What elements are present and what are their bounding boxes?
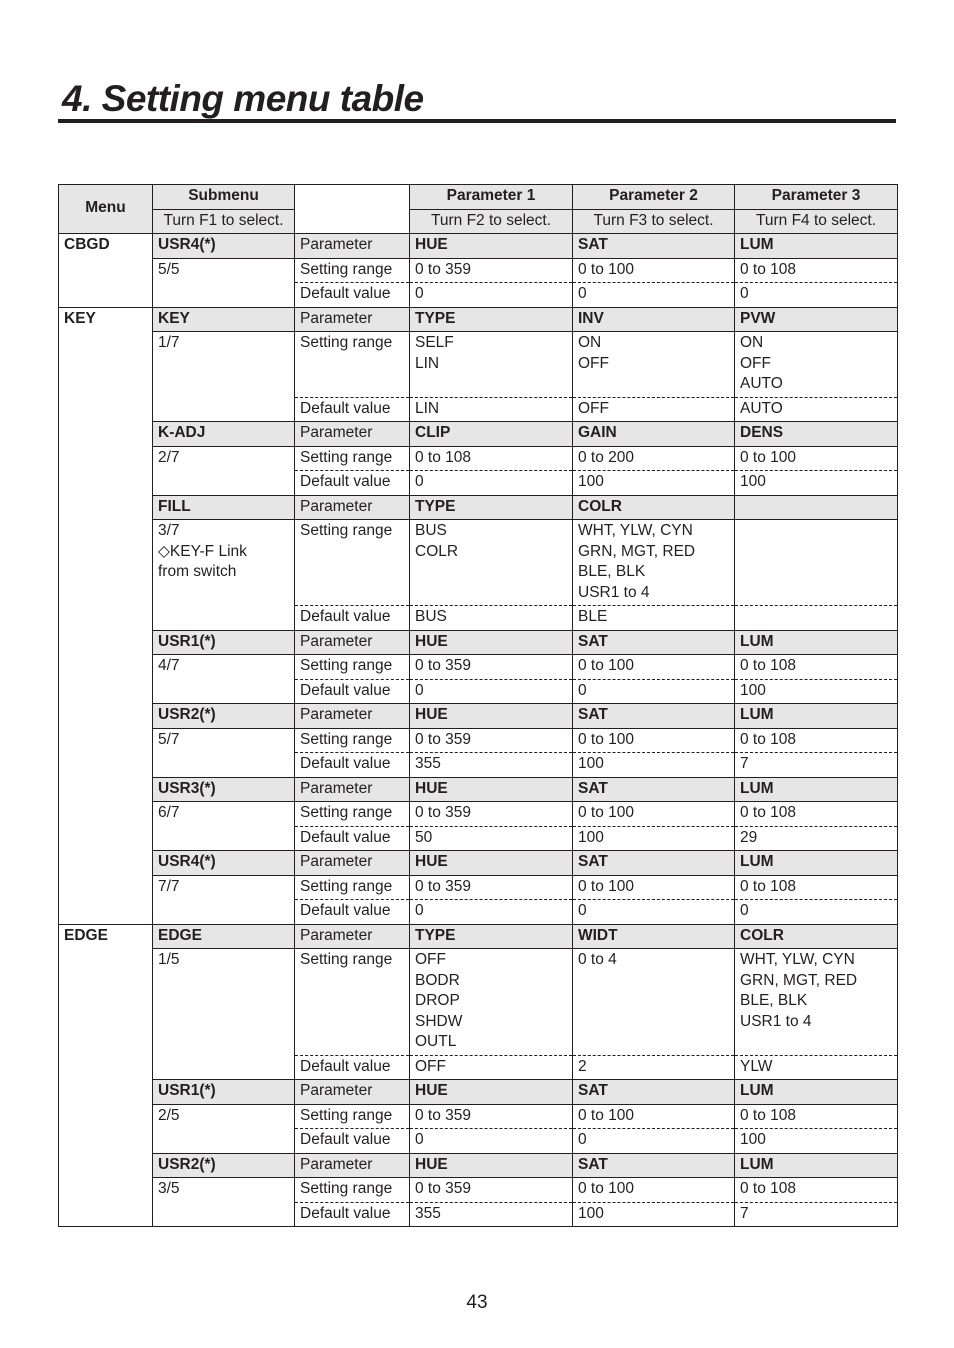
header-param3-hint: Turn F4 to select. xyxy=(735,209,898,234)
setting-range-row xyxy=(59,258,898,283)
parameter-name: SAT xyxy=(573,630,735,655)
setting-range-value: 0 to 359 xyxy=(410,655,573,680)
parameter-name: LUM xyxy=(735,1080,898,1105)
default-value: 100 xyxy=(573,826,735,851)
default-value: 100 xyxy=(573,471,735,496)
setting-range-value: BUS COLR xyxy=(410,520,573,606)
parameter-name: LUM xyxy=(735,777,898,802)
default-value-label: Default value xyxy=(295,1202,410,1227)
header-row xyxy=(59,185,898,210)
submenu-number-cell xyxy=(153,1178,295,1227)
setting-range-label: Setting range xyxy=(295,520,410,606)
default-value: 100 xyxy=(735,471,898,496)
parameter-name: CLIP xyxy=(410,422,573,447)
header-param1-hint: Turn F2 to select. xyxy=(410,209,573,234)
submenu-name: USR2(*) xyxy=(153,704,295,729)
header-blank xyxy=(295,185,410,234)
parameter-name: SAT xyxy=(573,851,735,876)
setting-range-label: Setting range xyxy=(295,655,410,680)
setting-range-value: 0 to 359 xyxy=(410,1104,573,1129)
setting-range-value: 0 to 108 xyxy=(735,1104,898,1129)
parameter-name: HUE xyxy=(410,851,573,876)
menu-name: CBGD xyxy=(59,234,153,308)
header-param1: Parameter 1 xyxy=(410,185,573,210)
submenu-number-cell xyxy=(153,520,295,631)
parameter-label: Parameter xyxy=(295,704,410,729)
default-value-label: Default value xyxy=(295,471,410,496)
setting-range-value: 0 to 359 xyxy=(410,728,573,753)
setting-menu-table xyxy=(58,184,898,1227)
submenu-name: USR3(*) xyxy=(153,777,295,802)
setting-range-value: 0 to 100 xyxy=(573,875,735,900)
default-value: 50 xyxy=(410,826,573,851)
parameter-name: SAT xyxy=(573,1080,735,1105)
default-value: BLE xyxy=(573,606,735,631)
default-value: 29 xyxy=(735,826,898,851)
submenu-number: 1/7 xyxy=(158,334,180,351)
setting-range-row xyxy=(59,1104,898,1129)
parameter-label: Parameter xyxy=(295,777,410,802)
submenu-number: 5/5 xyxy=(158,260,180,278)
setting-range-value: 0 to 100 xyxy=(573,258,735,283)
default-value: OFF xyxy=(410,1055,573,1080)
parameter-name xyxy=(735,495,898,520)
parameter-row xyxy=(59,924,898,949)
submenu-number-cell xyxy=(153,949,295,1080)
parameter-name: HUE xyxy=(410,234,573,259)
default-value: 0 xyxy=(410,471,573,496)
parameter-name: PVW xyxy=(735,307,898,332)
submenu-number-cell xyxy=(153,875,295,924)
submenu-number-cell xyxy=(153,258,295,307)
setting-range-value: SELF LIN xyxy=(410,332,573,398)
default-value: 355 xyxy=(410,1202,573,1227)
setting-range-label: Setting range xyxy=(295,446,410,471)
setting-range-label: Setting range xyxy=(295,1178,410,1203)
setting-range-value: 0 to 100 xyxy=(735,446,898,471)
parameter-name: COLR xyxy=(735,924,898,949)
submenu-number-cell xyxy=(153,655,295,704)
default-value: 0 xyxy=(573,679,735,704)
parameter-name: COLR xyxy=(573,495,735,520)
parameter-name: LUM xyxy=(735,851,898,876)
parameter-row xyxy=(59,777,898,802)
submenu-number-cell xyxy=(153,728,295,777)
default-value-label: Default value xyxy=(295,900,410,925)
parameter-label: Parameter xyxy=(295,1153,410,1178)
parameter-row xyxy=(59,234,898,259)
setting-range-value: 0 to 359 xyxy=(410,258,573,283)
parameter-row xyxy=(59,422,898,447)
default-value: 0 xyxy=(410,283,573,308)
default-value: 100 xyxy=(735,679,898,704)
default-value: 100 xyxy=(573,1202,735,1227)
default-value-label: Default value xyxy=(295,1055,410,1080)
header-param3: Parameter 3 xyxy=(735,185,898,210)
setting-range-value: 0 to 4 xyxy=(573,949,735,1056)
parameter-name: HUE xyxy=(410,1153,573,1178)
setting-range-label: Setting range xyxy=(295,802,410,827)
header-param2: Parameter 2 xyxy=(573,185,735,210)
submenu-name: USR4(*) xyxy=(153,234,295,259)
setting-range-value: ON OFF xyxy=(573,332,735,398)
default-value-label: Default value xyxy=(295,283,410,308)
default-value: 0 xyxy=(410,900,573,925)
parameter-name: TYPE xyxy=(410,307,573,332)
setting-range-value xyxy=(735,520,898,606)
default-value xyxy=(735,606,898,631)
setting-range-value: 0 to 359 xyxy=(410,802,573,827)
submenu-name: USR4(*) xyxy=(153,851,295,876)
parameter-name: HUE xyxy=(410,777,573,802)
default-value: 0 xyxy=(410,679,573,704)
default-value: BUS xyxy=(410,606,573,631)
default-value: 0 xyxy=(573,900,735,925)
setting-range-value: 0 to 108 xyxy=(735,1178,898,1203)
submenu-number: 1/5 xyxy=(158,951,180,968)
submenu-name: USR1(*) xyxy=(153,630,295,655)
default-value-label: Default value xyxy=(295,679,410,704)
setting-range-row xyxy=(59,802,898,827)
parameter-row xyxy=(59,1153,898,1178)
default-value: 0 xyxy=(573,283,735,308)
default-value-label: Default value xyxy=(295,753,410,778)
submenu-name: KEY xyxy=(153,307,295,332)
submenu-name: FILL xyxy=(153,495,295,520)
setting-range-value: 0 to 100 xyxy=(573,802,735,827)
default-value-label: Default value xyxy=(295,397,410,422)
default-value: OFF xyxy=(573,397,735,422)
parameter-name: SAT xyxy=(573,704,735,729)
submenu-number: 3/5 xyxy=(158,1180,180,1197)
default-value: 355 xyxy=(410,753,573,778)
parameter-label: Parameter xyxy=(295,1080,410,1105)
default-value-label: Default value xyxy=(295,606,410,631)
default-value: 0 xyxy=(573,1129,735,1154)
parameter-name: LUM xyxy=(735,630,898,655)
title-rule xyxy=(58,119,896,123)
header-menu: Menu xyxy=(59,185,153,234)
setting-range-row xyxy=(59,332,898,398)
parameter-name: LUM xyxy=(735,1153,898,1178)
setting-range-value: 0 to 100 xyxy=(573,1178,735,1203)
submenu-number-cell xyxy=(153,802,295,851)
setting-range-row xyxy=(59,520,898,606)
header-param2-hint: Turn F3 to select. xyxy=(573,209,735,234)
submenu-name: EDGE xyxy=(153,924,295,949)
setting-range-value: 0 to 359 xyxy=(410,1178,573,1203)
parameter-label: Parameter xyxy=(295,851,410,876)
setting-range-value: 0 to 100 xyxy=(573,1104,735,1129)
setting-range-row xyxy=(59,655,898,680)
submenu-number: 7/7 xyxy=(158,877,180,895)
parameter-name: HUE xyxy=(410,704,573,729)
parameter-row xyxy=(59,630,898,655)
setting-range-value: 0 to 108 xyxy=(735,802,898,827)
setting-range-row xyxy=(59,949,898,1056)
setting-range-value: 0 to 200 xyxy=(573,446,735,471)
setting-range-label: Setting range xyxy=(295,949,410,1056)
default-value-label: Default value xyxy=(295,1129,410,1154)
parameter-name: SAT xyxy=(573,1153,735,1178)
default-value: 100 xyxy=(735,1129,898,1154)
default-value: 7 xyxy=(735,753,898,778)
default-value: 0 xyxy=(735,283,898,308)
setting-range-value: 0 to 100 xyxy=(573,655,735,680)
default-value: 7 xyxy=(735,1202,898,1227)
parameter-row xyxy=(59,495,898,520)
default-value: AUTO xyxy=(735,397,898,422)
setting-range-row xyxy=(59,446,898,471)
setting-range-value: 0 to 108 xyxy=(735,655,898,680)
parameter-label: Parameter xyxy=(295,307,410,332)
parameter-label: Parameter xyxy=(295,630,410,655)
menu-name: EDGE xyxy=(59,924,153,1227)
setting-range-row xyxy=(59,1178,898,1203)
parameter-name: HUE xyxy=(410,630,573,655)
menu-name: KEY xyxy=(59,307,153,924)
parameter-name: TYPE xyxy=(410,495,573,520)
submenu-name: USR2(*) xyxy=(153,1153,295,1178)
parameter-name: DENS xyxy=(735,422,898,447)
submenu-name: K-ADJ xyxy=(153,422,295,447)
submenu-number: 2/7 xyxy=(158,448,180,466)
setting-range-value: 0 to 108 xyxy=(735,258,898,283)
parameter-name: INV xyxy=(573,307,735,332)
submenu-note: ◇KEY-F Link from switch xyxy=(158,542,247,580)
setting-range-value: WHT, YLW, CYN GRN, MGT, RED BLE, BLK USR1 to 4 xyxy=(735,949,898,1056)
parameter-label: Parameter xyxy=(295,495,410,520)
parameter-name: WIDT xyxy=(573,924,735,949)
setting-range-value: WHT, YLW, CYN GRN, MGT, RED BLE, BLK USR1 to 4 xyxy=(573,520,735,606)
parameter-row xyxy=(59,1080,898,1105)
parameter-name: SAT xyxy=(573,234,735,259)
default-value: 2 xyxy=(573,1055,735,1080)
setting-range-value: 0 to 108 xyxy=(410,446,573,471)
parameter-name: LUM xyxy=(735,704,898,729)
submenu-number: 2/5 xyxy=(158,1106,180,1124)
setting-range-value: 0 to 108 xyxy=(735,875,898,900)
submenu-number-cell xyxy=(153,446,295,495)
parameter-name: LUM xyxy=(735,234,898,259)
setting-range-label: Setting range xyxy=(295,728,410,753)
setting-range-value: 0 to 108 xyxy=(735,728,898,753)
header-submenu-hint: Turn F1 to select. xyxy=(153,209,295,234)
default-value: YLW xyxy=(735,1055,898,1080)
default-value: LIN xyxy=(410,397,573,422)
page-number: 43 xyxy=(466,1292,488,1313)
default-value-label: Default value xyxy=(295,826,410,851)
parameter-name: GAIN xyxy=(573,422,735,447)
submenu-number: 3/7 xyxy=(158,522,180,539)
parameter-label: Parameter xyxy=(295,924,410,949)
parameter-label: Parameter xyxy=(295,422,410,447)
default-value: 100 xyxy=(573,753,735,778)
submenu-number: 5/7 xyxy=(158,730,180,748)
parameter-name: TYPE xyxy=(410,924,573,949)
setting-range-value: OFF BODR DROP SHDW OUTL xyxy=(410,949,573,1056)
setting-range-value: 0 to 100 xyxy=(573,728,735,753)
page-title: 4. Setting menu table xyxy=(62,78,424,119)
header-hint-row xyxy=(59,209,898,234)
submenu-name: USR1(*) xyxy=(153,1080,295,1105)
menu-table-body xyxy=(59,234,898,1227)
setting-range-label: Setting range xyxy=(295,1104,410,1129)
setting-range-label: Setting range xyxy=(295,332,410,398)
submenu-number-cell xyxy=(153,332,295,422)
parameter-row xyxy=(59,307,898,332)
default-value: 0 xyxy=(410,1129,573,1154)
default-value: 0 xyxy=(735,900,898,925)
setting-range-value: ON OFF AUTO xyxy=(735,332,898,398)
setting-range-row xyxy=(59,728,898,753)
submenu-number-cell xyxy=(153,1104,295,1153)
setting-range-row xyxy=(59,875,898,900)
setting-range-value: 0 to 359 xyxy=(410,875,573,900)
header-submenu: Submenu xyxy=(153,185,295,210)
parameter-row xyxy=(59,851,898,876)
submenu-number: 4/7 xyxy=(158,657,180,674)
submenu-number: 6/7 xyxy=(158,804,180,821)
parameter-row xyxy=(59,704,898,729)
parameter-label: Parameter xyxy=(295,234,410,259)
setting-range-label: Setting range xyxy=(295,875,410,900)
setting-range-label: Setting range xyxy=(295,258,410,283)
parameter-name: SAT xyxy=(573,777,735,802)
parameter-name: HUE xyxy=(410,1080,573,1105)
